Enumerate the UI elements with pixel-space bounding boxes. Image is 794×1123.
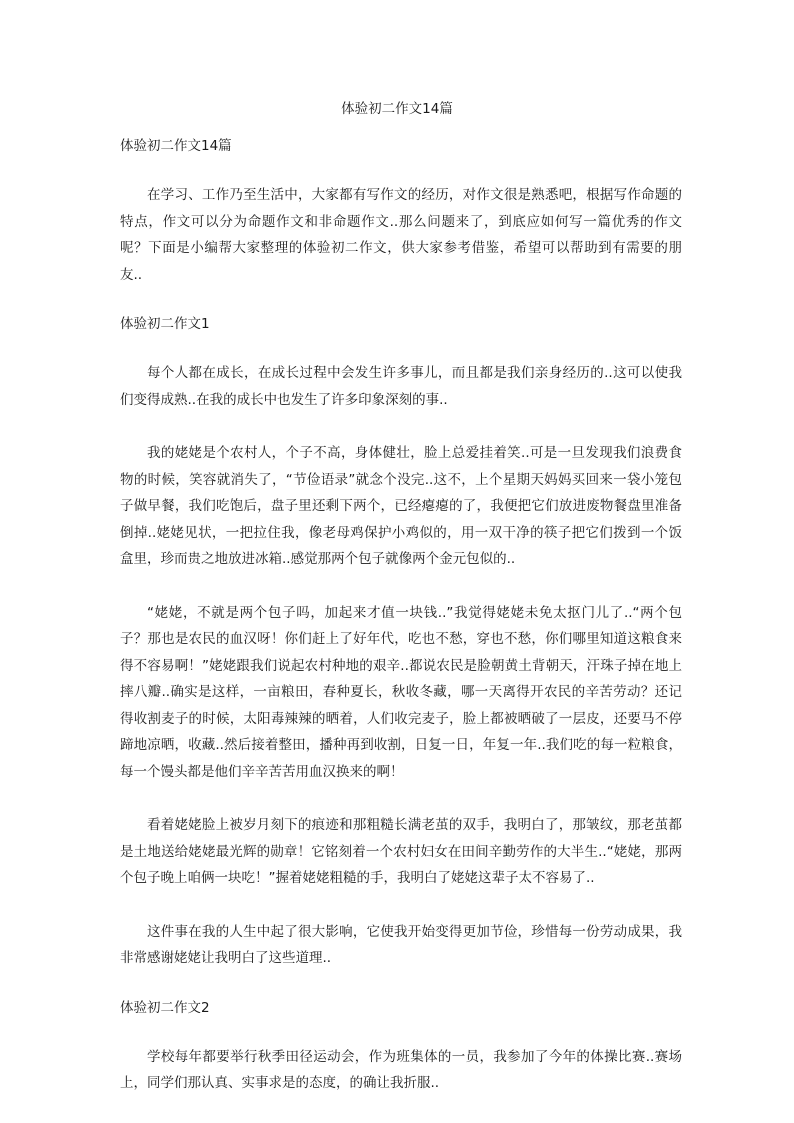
- section-heading: 体验初二作文1: [120, 316, 210, 332]
- document-title: 体验初二作文14篇: [341, 101, 453, 117]
- section-heading: 体验初二作文2: [120, 999, 210, 1016]
- main-heading: 体验初二作文14篇: [120, 138, 232, 154]
- paragraph: 这件事在我的人生中起了很大影响，它使我开始变得更加节俭，珍惜每一份劳动成果，我非常感谢姥姥让我明白了这些道理..: [120, 923, 682, 966]
- intro-paragraph: 在学习、工作乃至生活中，大家都有写作文的经历，对作文很是熟悉吧，根据写作命题的特点，作文可以分为命题作文和非命题作文..那么问题来了，到底应如何写一篇优秀的作文呢？下面是小编帮大家整理的体验初二作文，供大家参考借鉴，希望可以帮助到有需要的朋友..: [120, 187, 682, 283]
- paragraph: 学校每年都要举行秋季田径运动会，作为班集体的一员，我参加了今年的体操比赛..赛场上，同学们那认真、实事求是的态度，的确让我折服..: [120, 1048, 682, 1091]
- paragraph: 每个人都在成长，在成长过程中会发生许多事儿，而且都是我们亲身经历的..这可以使我们变得成熟..在我的成长中也发生了许多印象深刻的事..: [120, 365, 682, 408]
- document-body: [120, 137, 682, 1097]
- paragraph: 我的姥姥是个农村人，个子不高，身体健壮，脸上总爱挂着笑..可是一旦发现我们浪费食物的时候，笑容就消失了，“节俭语录”就念个没完..这不，上个星期天妈妈买回来一袋小笼包子做早餐，我们吃饱后，盘子里还剩下两个，已经瘪瘪的了，我便把它们放进废物餐盘里准备倒掉..姥姥见状，一把拉住我，像老母鸡保护小鸡似的，用一双干净的筷子把它们拨到一个饭盒里，珍而贵之地放进冰箱..感觉那两个包子就像两个金元包似的..: [120, 445, 682, 567]
- paragraph: 看着姥姥脸上被岁月刻下的痕迹和那粗糙长满老茧的双手，我明白了，那皱纹，那老茧都是土地送给姥姥最光辉的勋章！它铭刻着一个农村妇女在田间辛勤劳作的大半生..“姥姥，那两个包子晚上咱俩一块吃！”握着姥姥粗糙的手，我明白了姥姥这辈子太不容易了..: [120, 817, 682, 886]
- paragraph: “姥姥，不就是两个包子吗，加起来才值一块钱..”我觉得姥姥未免太抠门儿了..“两个包子？那也是农民的血汉呀！你们赶上了好年代，吃也不愁，穿也不愁，你们哪里知道这粮食来得不容易啊！”姥姥跟我们说起农村种地的艰辛..都说农民是脸朝黄土背朝天，汗珠子掉在地上摔八瓣..确实是这样，一亩粮田，春种夏长，秋收冬藏，哪一天离得开农民的辛苦劳动？还记得收割麦子的时候，太阳毒辣辣的晒着，人们收完麦子，脸上都被晒破了一层皮，还要马不停蹄地凉晒，收藏..然后接着整田，播种再到收割，日复一日，年复一年..我们吃的每一粒粮食，每一个馒头都是他们辛辛苦苦用血汉换来的啊！: [120, 604, 682, 780]
